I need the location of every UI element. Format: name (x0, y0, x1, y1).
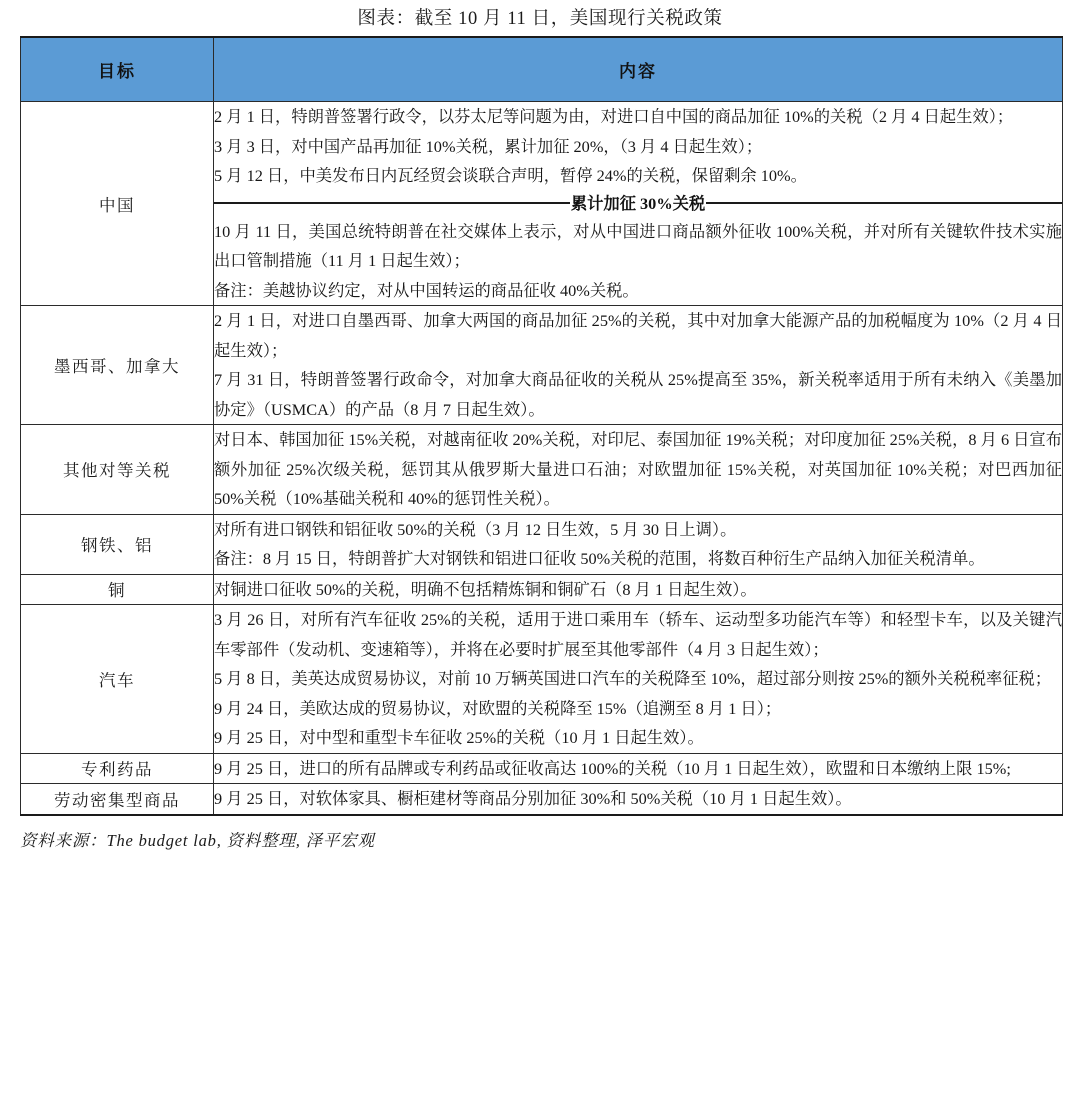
table-row (21, 605, 1063, 754)
content-paragraph: 3 月 3 日，对中国产品再加征 10%关税，累计加征 20%，（3 月 4 日起生效）； (214, 136, 763, 156)
row-target-labor-intensive-goods: 劳动密集型商品 (21, 784, 214, 815)
row-content-patented-drugs (214, 753, 1063, 784)
content-paragraph: 7 月 31 日，特朗普签署行政命令，对加拿大商品征收的关税从 25%提高至 35%，新关税率适用于所有未纳入《美墨加协定》（USMCA）的产品（8 月 7 日起生效）。 (214, 370, 1062, 419)
table-head (21, 37, 1063, 102)
row-content-other-reciprocal (214, 425, 1063, 515)
content-paragraph: 备注：美越协议约定，对从中国转运的商品征收 40%关税。 (214, 280, 639, 300)
row-target-steel-aluminum: 钢铁、铝 (21, 514, 214, 574)
table-header-row (21, 37, 1063, 102)
table-row (21, 306, 1063, 425)
content-paragraph: 2 月 1 日，对进口自墨西哥、加拿大两国的商品加征 25%的关税，其中对加拿大能源产品的加税幅度为 10%（2 月 4 日起生效）； (214, 311, 1062, 360)
content-paragraph: 9 月 25 日，进口的所有品牌或专利药品或征收高达 100%的关税（10 月 1 日起生效），欧盟和日本缴纳上限 15%; (214, 758, 1011, 778)
row-content-labor-intensive-goods (214, 784, 1063, 815)
page-title: 图表：截至 10 月 11 日，美国现行关税政策 (357, 9, 723, 29)
row-content-steel-aluminum (214, 514, 1063, 574)
cumulative-tariff-divider (214, 192, 1062, 216)
table-row (21, 574, 1063, 605)
row-target-automobile: 汽车 (21, 605, 214, 754)
content-paragraph: 9 月 25 日，对中型和重型卡车征收 25%的关税（10 月 1 日起生效）。 (214, 728, 704, 747)
row-target-china: 中国 (21, 102, 214, 306)
row-content-copper (214, 574, 1063, 605)
divider-label: 累计加征 30%关税 (570, 193, 706, 213)
divider-rule-right (706, 202, 1062, 204)
column-header-target: 目标 (21, 37, 214, 102)
content-paragraph: 3 月 26 日，对所有汽车征收 25%的关税，适用于进口乘用车（轿车、运动型多功能汽车等）和轻型卡车，以及关键汽车零部件（发动机、变速箱等），并将在必要时扩展至其他零部件（4 月 3 日起生效）； (214, 610, 1062, 659)
content-paragraph: 9 月 24 日，美欧达成的贸易协议，对欧盟的关税降至 15%（追溯至 8 月 1 日）； (214, 698, 782, 718)
row-target-other-reciprocal: 其他对等关税 (21, 425, 214, 515)
row-target-copper: 铜 (21, 574, 214, 605)
table-body (21, 102, 1063, 815)
content-paragraph: 5 月 8 日，美英达成贸易协议，对前 10 万辆英国进口汽车的关税降至 10%，超过部分则按 25%的额外关税税率征税； (214, 669, 1052, 688)
content-paragraph: 10 月 11 日，美国总统特朗普在社交媒体上表示，对从中国进口商品额外征收 100%关税，并对所有关键软件技术实施出口管制措施（11 月 1 日起生效）； (214, 221, 1062, 270)
table-row (21, 753, 1063, 784)
row-target-patented-drugs: 专利药品 (21, 753, 214, 784)
column-header-content: 内容 (214, 37, 1063, 102)
table-row (21, 784, 1063, 815)
content-paragraph: 对铜进口征收 50%的关税，明确不包括精炼铜和铜矿石（8 月 1 日起生效）。 (214, 579, 757, 599)
tariff-policy-table (20, 36, 1063, 816)
content-paragraph: 2 月 1 日，特朗普签署行政令，以芬太尼等问题为由，对进口自中国的商品加征 10%的关税（2 月 4 日起生效）； (214, 107, 1014, 126)
content-paragraph: 9 月 25 日，对软体家具、橱柜建材等商品分别加征 30%和 50%关税（10 月 1 日起生效）。 (214, 789, 852, 808)
content-paragraph: 5 月 12 日，中美发布日内瓦经贸会谈联合声明，暂停 24%的关税，保留剩余 10%。 (214, 166, 807, 185)
content-paragraph: 对所有进口钢铁和铝征收 50%的关税（3 月 12 日生效，5 月 30 日上调）。 (214, 519, 737, 539)
table-row (21, 102, 1063, 306)
row-content-china (214, 102, 1063, 306)
row-content-automobile (214, 605, 1063, 754)
table-container (20, 36, 1062, 816)
table-row (21, 514, 1063, 574)
divider-rule-left (214, 202, 570, 204)
table-row (21, 425, 1063, 515)
row-target-mexico-canada: 墨西哥、加拿大 (21, 306, 214, 425)
source-note: 资料来源：The budget lab, 资料整理, 泽平宏观 (20, 830, 375, 850)
row-content-mexico-canada (214, 306, 1063, 425)
content-paragraph: 对日本、韩国加征 15%关税，对越南征收 20%关税，对印尼、泰国加征 19%关税；对印度加征 25%关税，8 月 6 日宣布额外加征 25%次级关税，惩罚其从俄罗斯大量进口石油；对欧盟加征 15%关税，对英国加征 10%关税；对巴西加征 50%关税（10%基础关税和 40%的惩罚性关税）。 (214, 430, 1062, 508)
content-paragraph: 备注：8 月 15 日，特朗普扩大对钢铁和铝进口征收 50%关税的范围，将数百种衍生产品纳入加征关税清单。 (214, 549, 985, 568)
